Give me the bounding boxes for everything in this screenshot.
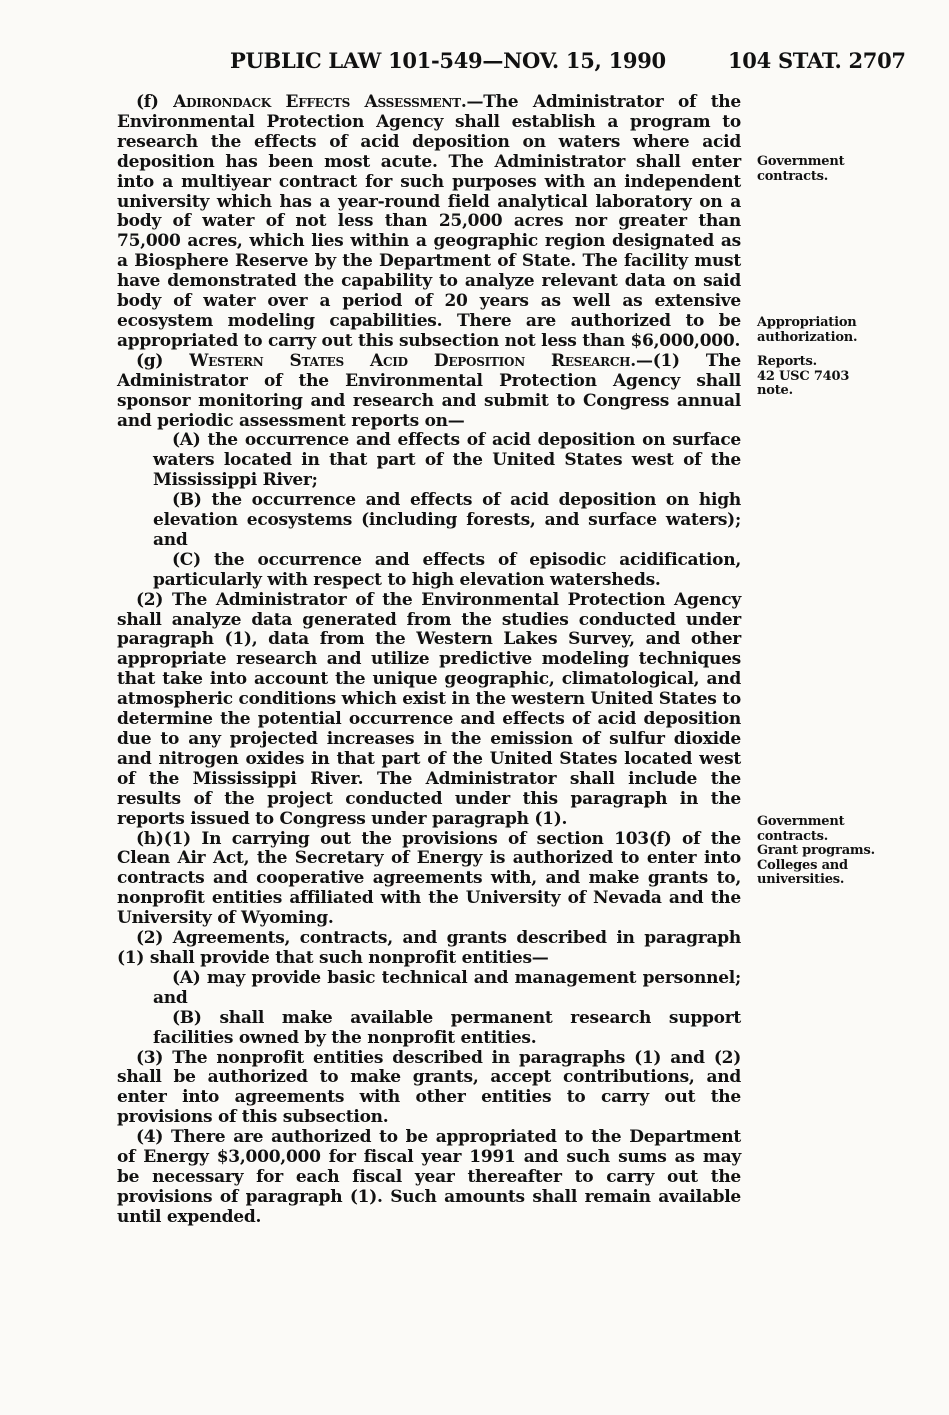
subsection-f-heading: Adirondack Effects Assessment.	[173, 92, 467, 112]
sidenote-line: Colleges and	[757, 857, 848, 873]
subsection-f	[117, 93, 741, 352]
page-header	[0, 48, 949, 82]
subsection-g-item-a: (A) the occurrence and effects of acid deposition on surface waters located in that part of the United States west of the Mississippi River;	[153, 430, 741, 491]
subsection-g-text: —(1) The Administrator of the Environmental Protection Agency shall sponsor monitoring and research and submit to Congress annual and periodic assessment reports on—	[117, 350, 741, 431]
subsection-h-item-b: (B) shall make available permanent research support facilities owned by the nonprofit entities.	[153, 1007, 741, 1048]
sidenote-line: Grant programs.	[757, 843, 875, 858]
sidenote-government-contracts	[757, 155, 897, 184]
subsection-g-label: (g)	[136, 350, 190, 371]
main-text	[117, 93, 741, 1228]
subsection-h-paragraph-3: (3) The nonprofit entities described in paragraphs (1) and (2) shall be authorized to make grants, accept contributions, and enter into agreements with other entities to carry out the provisions of this subsection.	[117, 1047, 741, 1128]
subsection-g	[117, 352, 741, 432]
subsection-g-paragraph-2: (2) The Administrator of the Environmental Protection Agency shall analyze data generated from the studies conducted under paragraph (1), data from the Western Lakes Survey, and other appropriate research and utilize predictive modeling techniques that take into account the unique geographic, climatological, and atmospheric conditions which exist in the western United States to determine the potential occurrence and effects of acid deposition due to any projected increases in the emission of sulfur dioxide and nitrogen oxides in that part of the United States located west of the Mississippi River. The Administrator shall include the results of the project conducted under this paragraph in the reports issued to Congress under paragraph (1).	[117, 589, 741, 829]
header-title: PUBLIC LAW 101-549—NOV. 15, 1990	[230, 48, 666, 73]
subsection-g-heading: Western States Acid Deposition Research.	[189, 350, 636, 371]
sidenote-line: universities.	[757, 872, 845, 887]
subsection-h-item-a: (A) may provide basic technical and management personnel; and	[153, 967, 741, 1008]
sidenote-reports	[757, 355, 897, 399]
subsection-f-label: (f)	[136, 92, 174, 112]
sidenote-line: authorization.	[757, 329, 858, 345]
subsection-f-text: —The Administrator of the Environmental Protection Agency shall establish a program to research the effects of acid deposition on waters where acid deposition has been most acute. The Administrator shall enter into a multiyear contract for such purposes with an independent university which has a year-round field analytical laboratory on a body of water of not less than 25,000 acres nor greater than 75,000 acres, which lies within a geographic region designated as a Biosphere Reserve by the Department of State. The facility must have demonstrated the capability to analyze relevant data on said body of water over a period of 20 years as well as extensive ecosystem modeling capabilities. There are authorized to be appropriated to carry out this subsection not less than $6,000,000.	[117, 92, 741, 351]
sidenote-line: note.	[757, 383, 793, 398]
subsection-h-paragraph-2: (2) Agreements, contracts, and grants described in paragraph (1) shall provide that such nonprofit entities—	[117, 928, 741, 968]
sidenote-line: Reports.	[757, 354, 817, 369]
sidenote-line: Appropriation	[757, 315, 857, 330]
sidenote-appropriation	[757, 316, 897, 345]
sidenote-line: Government	[757, 814, 845, 829]
sidenote-line: contracts.	[757, 828, 829, 844]
sidenote-line: 42 USC 7403	[757, 368, 850, 384]
sidenote-grants-universities	[757, 815, 897, 888]
subsection-g-item-c: (C) the occurrence and effects of episodic acidification, particularly with respect to high elevation watersheds.	[153, 549, 741, 590]
subsection-h-paragraph-1: (h)(1) In carrying out the provisions of section 103(f) of the Clean Air Act, the Secretary of Energy is authorized to enter into contracts and cooperative agreements with, and make grants to, nonprofit entities affiliated with the University of Nevada and the University of Wyoming.	[117, 828, 741, 929]
subsection-h-paragraph-4: (4) There are authorized to be appropriated to the Department of Energy $3,000,000 for fiscal year 1991 and such sums as may be necessary for each fiscal year thereafter to carry out the provisions of paragraph (1). Such amounts shall remain available until expended.	[117, 1127, 741, 1227]
header-page-number: 104 STAT. 2707	[728, 48, 906, 73]
sidenote-line: Government	[757, 154, 845, 169]
subsection-g-item-b: (B) the occurrence and effects of acid deposition on high elevation ecosystems (including forests, and surface waters); and	[153, 490, 741, 550]
sidenote-line: contracts.	[757, 168, 829, 184]
